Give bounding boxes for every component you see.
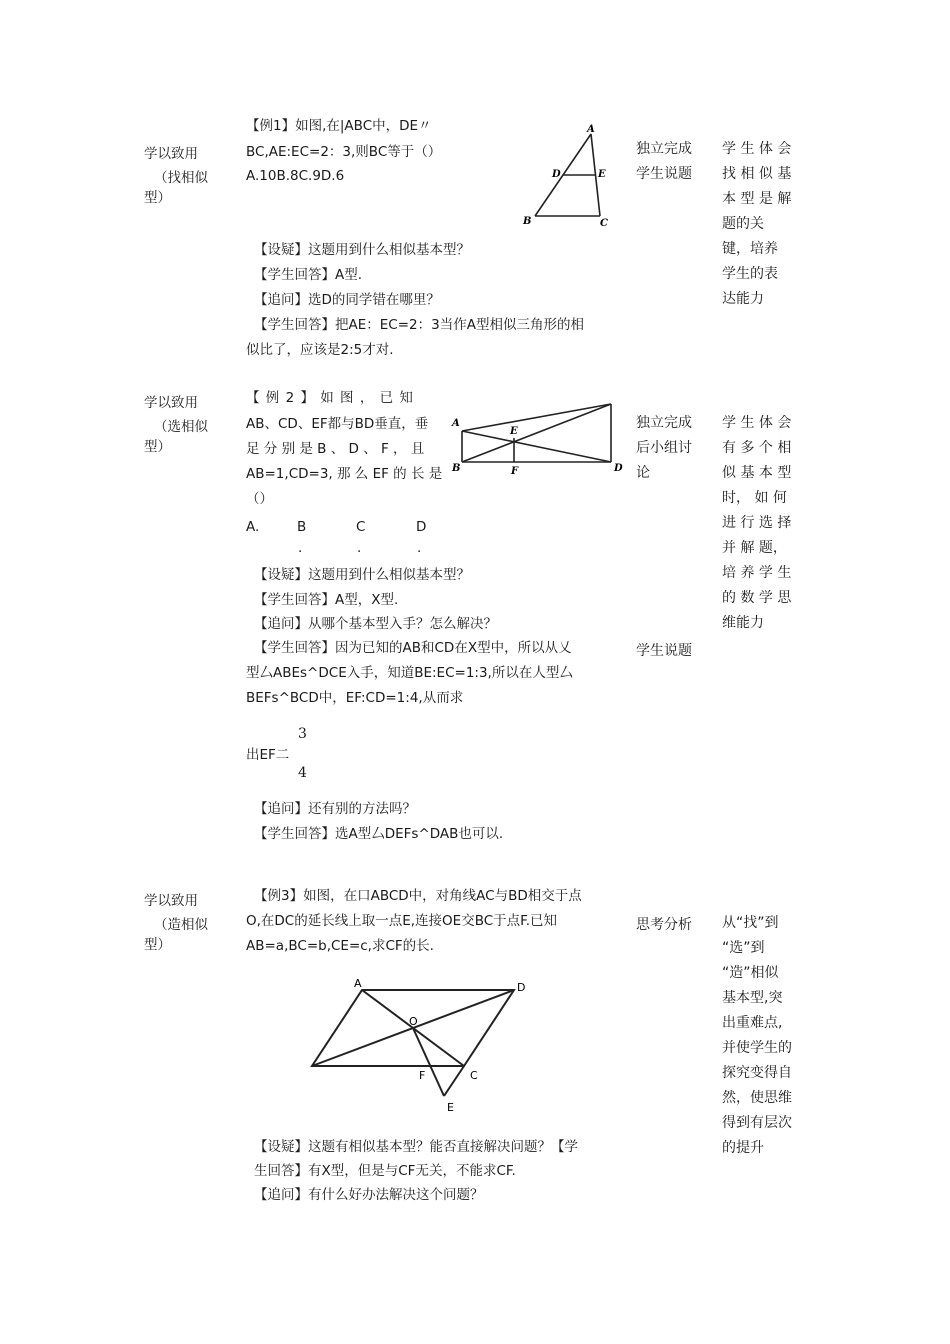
label-c: C [470, 1069, 478, 1082]
option-c: C [356, 519, 366, 535]
intent-line: 的提升 [722, 1140, 764, 1156]
parallelogram-figure [304, 976, 534, 1116]
label-a: A [587, 124, 595, 135]
label-e: E [598, 169, 606, 180]
option-a: A. [246, 519, 260, 535]
label-f: F [511, 466, 519, 477]
segment-ce [444, 1066, 464, 1096]
label-d: D [517, 981, 526, 994]
segment-bc [462, 404, 611, 462]
stage-line: 学以致用 [144, 893, 198, 909]
intent-line: 维能力 [722, 615, 764, 631]
stage-label [144, 144, 208, 208]
text-line: 【学生回答】把AE：EC=2：3当作A型相似三角形的相 [254, 317, 584, 333]
intent-line: “造”相似 [722, 965, 779, 981]
label-d: D [552, 169, 561, 180]
intent-line: 似 基 本 型 [722, 465, 792, 481]
intent-line: 题的关 [722, 216, 764, 232]
activity-line: 学生说题 [636, 643, 692, 659]
option-dot: . [417, 540, 422, 556]
activity-line: 独立完成 [636, 415, 692, 431]
label-b: B [523, 216, 532, 227]
text-line: 生回答】有X型，但是与CF无关，不能求CF. [254, 1163, 516, 1179]
fraction-numerator: 3 [298, 726, 307, 742]
label-b: B [452, 463, 461, 474]
intent-line: 键，培养 [722, 241, 778, 257]
text-line: 【学生回答】选A型厶DEFs^DAB也可以. [254, 826, 504, 842]
option-dot: . [357, 540, 362, 556]
intent-line: 出重难点, [722, 1015, 783, 1031]
intent-line: 从“找”到 [722, 915, 779, 931]
label-e: E [510, 426, 518, 437]
activity-line: 独立完成 [636, 141, 692, 157]
intent-line: 然，使思维 [722, 1090, 792, 1106]
intent-line: 学生的表 [722, 266, 778, 282]
stage-line: 型） [144, 439, 171, 455]
text-line: BC,AE:EC=2：3,则BC等于（） [246, 144, 442, 160]
intent-line: 并使学生的 [722, 1040, 792, 1056]
text-line: 足 分 别 是 B 、 D 、 F ， 且 [246, 441, 425, 457]
triangle-figure-1 [515, 118, 625, 230]
intent-line: 时， 如 何 [722, 490, 787, 506]
text-line: 【设疑】这题用到什么相似基本型？ [254, 242, 470, 258]
text-line: O,在DC的延长线上取一点E,连接OE交BC于点F.已知 [246, 913, 558, 929]
text-line: 【学生回答】A型，X型. [254, 592, 399, 608]
activity-line: 论 [636, 465, 650, 481]
intent-line: 探究变得自 [722, 1065, 792, 1081]
activity-line: 思考分析 [636, 917, 692, 933]
stage-line: （找相似 [154, 170, 208, 186]
stage-label [144, 393, 208, 457]
text-line: 出EF二 [246, 747, 290, 763]
text-line: 【设疑】这题有相似基本型？能否直接解决问题？【学 [254, 1139, 578, 1155]
text-line: 似比了，应该是2:5才对. [246, 342, 394, 358]
intent-column [722, 911, 792, 1161]
intent-line: 有 多 个 相 [722, 440, 792, 456]
text-line: 【追问】有什么好办法解决这个问题？ [254, 1187, 484, 1203]
stage-line: 学以致用 [144, 146, 198, 162]
intent-column [722, 411, 791, 636]
activity-column [636, 913, 692, 938]
option-d: D [416, 519, 427, 535]
intent-line: 达能力 [722, 291, 764, 307]
label-c: C [600, 218, 608, 229]
label-a: A [354, 977, 362, 990]
text-line: 型厶ABEs^DCE入手，知道BE:EC=1:3,所以在人型厶 [246, 665, 573, 681]
text-line: 【学生回答】因为已知的AB和CD在X型中，所以从乂 [254, 640, 572, 656]
text-line: 【 例 2 】 如 图 ， 已 知 [246, 390, 414, 406]
intent-line: “选”到 [722, 940, 765, 956]
stage-line: 型） [144, 937, 171, 953]
text-line: 【设疑】这题用到什么相似基本型？ [254, 567, 470, 583]
parallel-lines-figure [448, 398, 628, 478]
stage-line: （造相似 [154, 917, 208, 933]
intent-line: 得到有层次 [722, 1115, 792, 1131]
activity-column [636, 137, 692, 187]
activity-extra [636, 639, 692, 664]
stage-line: 学以致用 [144, 395, 198, 411]
label-f: F [419, 1069, 426, 1082]
text-line: 【学生回答】A型. [254, 267, 363, 283]
intent-line: 培 养 学 生 [722, 565, 792, 581]
intent-line: 学 生 体 会 [722, 141, 792, 157]
label-o: O [409, 1015, 418, 1028]
option-dot: . [298, 540, 303, 556]
label-e: E [447, 1101, 454, 1114]
intent-line: 进 行 选 择 [722, 515, 792, 531]
text-line: 【例3】如图，在口ABCD中，对角线AC与BD相交于点 [254, 888, 582, 904]
text-line: BEFs^BCD中，EF:CD=1:4,从而求 [246, 690, 464, 706]
text-line: 【追问】选D的同学错在哪里？ [254, 292, 440, 308]
segment-ad [462, 431, 611, 462]
text-line: AB、CD、EF都与BD垂直，垂 [246, 416, 429, 432]
text-line: （） [246, 491, 273, 507]
activity-column [636, 411, 692, 486]
fraction-denominator: 4 [298, 765, 307, 781]
intent-line: 基本型,突 [722, 990, 783, 1006]
activity-line: 学生说题 [636, 166, 692, 182]
label-d: D [614, 463, 623, 474]
intent-line: 学 生 体 会 [722, 415, 792, 431]
intent-line: 本 型 是 解 [722, 191, 792, 207]
text-line: AB=a,BC=b,CE=c,求CF的长. [246, 938, 434, 954]
activity-line: 后小组讨 [636, 440, 692, 456]
intent-line: 找 相 似 基 [722, 166, 792, 182]
stage-line: 型） [144, 190, 171, 206]
intent-line: 并 解 题， [722, 540, 787, 556]
text-line: 【例1】如图,在|ABC中，DE〃 [246, 118, 432, 134]
text-line: A.10B.8C.9D.6 [246, 168, 345, 184]
text-line: AB=1,CD=3, 那 么 EF 的 长 是 [246, 466, 443, 482]
stage-label [144, 891, 208, 955]
segment-oe [413, 1028, 444, 1096]
label-a: A [452, 418, 460, 429]
segment-ac [462, 404, 611, 431]
stage-line: （选相似 [154, 419, 208, 435]
intent-line: 的 数 学 思 [722, 590, 792, 606]
intent-column [722, 137, 791, 312]
option-b: B [297, 519, 307, 535]
text-line: 【追问】还有别的方法吗？ [254, 801, 416, 817]
text-line: 【追问】从哪个基本型入手？怎么解决？ [254, 616, 497, 632]
